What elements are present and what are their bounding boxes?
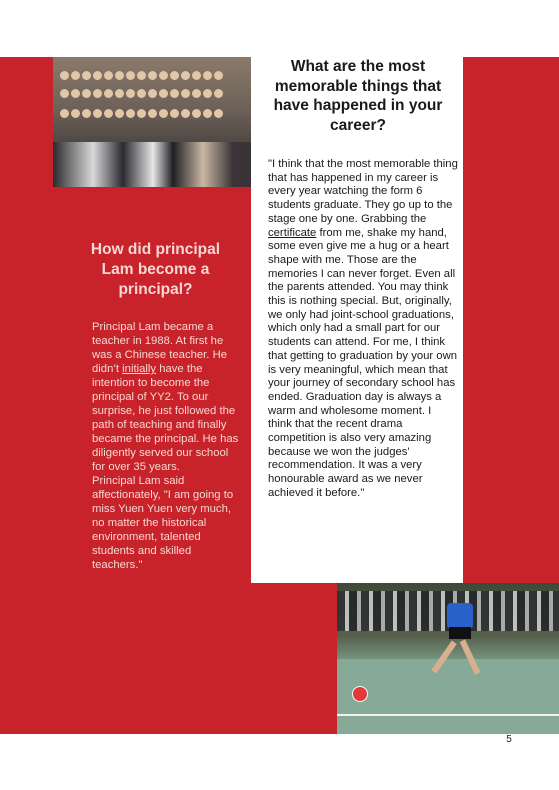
group-photo — [53, 57, 253, 187]
player-shorts — [449, 627, 471, 639]
photo-row — [59, 105, 247, 123]
career-answer-text — [268, 158, 458, 501]
photo-people-bodies — [53, 142, 253, 187]
photo-row — [59, 67, 247, 85]
principal-paragraph-1 — [92, 320, 242, 474]
page-number: 5 — [506, 734, 512, 745]
ball — [352, 686, 368, 702]
photo-row — [59, 85, 247, 103]
principal-paragraph-2: Principal Lam said affectionately, "I am going to miss Yuen Yuen very much, no matter the historical environment, talented students and skilled teachers." — [92, 475, 234, 571]
photo-court — [337, 659, 559, 734]
career-answer-part: from me, shake my hand, some even give me a hug or a heart shape with me. Those are the memories I can never forget. Even all the parents attended. You may think this is nothing special. But, originally, we only had joint-school graduations, which only had a small part for our students can attend. For me, I think that getting to graduation by your own is very meaningful, which mean that your journey of secondary school has ended. Graduation day is always a warm and wholesome moment. I think that the recent drama competition is also very amazing because we won the judges' recommendation. It was a very honourable award as we never achieved it before." — [268, 226, 458, 499]
principal-answer-text — [92, 320, 242, 572]
career-question-heading: What are the most memorable things that have happened in your career? — [273, 58, 443, 134]
paragraph-part: have the intention to become the principal of YY2. To our surprise, he just followed the path of teaching and finally became the principal. He has diligently served our school for over 35 years. — [92, 363, 239, 473]
paragraph-part: Principal Lam became a teacher in 1988. At first he was a Chinese teacher. He didn’t — [92, 321, 228, 375]
initially-word: initially — [122, 363, 157, 375]
player-shirt — [447, 603, 473, 629]
certificate-word: certificate — [268, 226, 317, 239]
career-answer-part: "I think that the most memorable thing that has happened in my career is every year watching the form 6 students graduate. They go up to the stage one by one. Grabbing the — [268, 158, 458, 225]
court-line — [337, 714, 559, 716]
principal-question-heading: How did principal Lam become a principal? — [90, 241, 221, 298]
sports-photo — [337, 583, 559, 734]
